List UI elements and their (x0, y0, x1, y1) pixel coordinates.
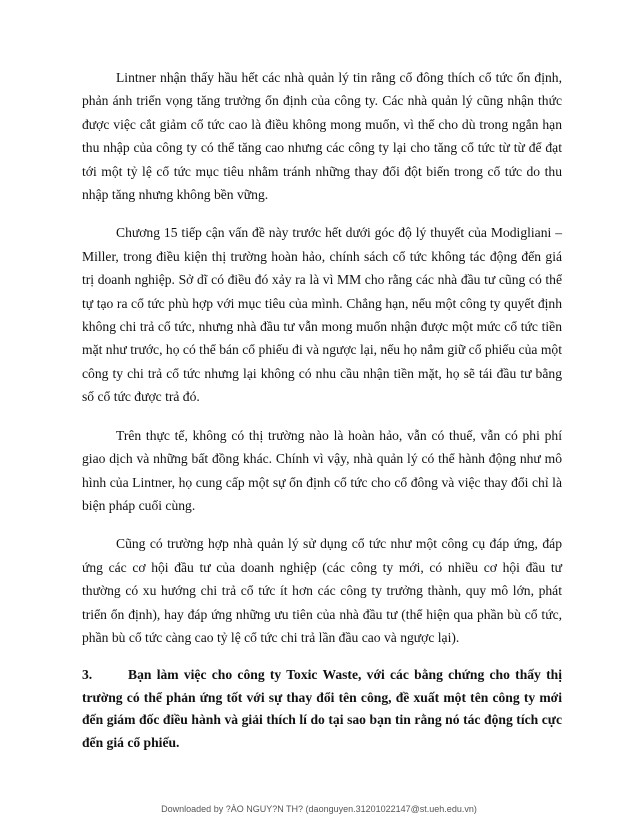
paragraph-dividend-tool: Cũng có trường hợp nhà quản lý sử dụng cổ tức như một công cụ đáp ứng, đáp ứng các cơ hội đầu tư của doanh nghiệp (các công ty mới, có nhiều cơ hội đầu tư thường có xu hướng chi trả cổ tức ít hơn các công ty trưởng thành, quy mô lớn, phát triển ổn định), hay đáp ứng những ưu tiên của nhà đầu tư (thể hiện qua phần bù cổ tức, phần bù cổ tức càng cao tỷ lệ cổ tức chi trả lần đầu cao và ngược lại). (82, 536, 562, 645)
document-body (82, 66, 562, 754)
download-footer: Downloaded by ?ÀO NGUY?N TH? (daonguyen.31201022147@st.ueh.edu.vn) (161, 804, 477, 814)
paragraph-chapter-15: Chương 15 tiếp cận vấn đề này trước hết dưới góc độ lý thuyết của Modigliani – Miller, trong điều kiện thị trường hoàn hảo, chính sách cổ tức không tác động đến giá trị doanh nghiệp. Sở dĩ có điều đó xảy ra là vì MM cho rằng các nhà đầu tư cũng có thể tự tạo ra cổ tức phù hợp với mục tiêu của mình. Chẳng hạn, nếu một công ty quyết định không chi trả cổ tức, nhưng nhà đầu tư vẫn mong muốn nhận được một mức cổ tức tiền mặt như trước, họ có thể bán cổ phiếu đi và ngược lại, nếu họ nắm giữ cổ phiếu của một công ty chi trả cổ tức nhưng lại không có nhu cầu nhận tiền mặt, họ sẽ tái đầu tư bằng số cổ tức được trả đó. (82, 225, 562, 405)
question-number: 3. (82, 667, 93, 683)
question-text: Bạn làm việc cho công ty Toxic Waste, với các bằng chứng cho thấy thị trường có thể phản ứng tốt với sự thay đổi tên công, đề xuất một tên công ty mới đến giám đốc điều hành và giải thích lí do tại sao bạn tin rằng nó tác động tích cực đến giá cổ phiếu. (82, 667, 562, 750)
paragraph-real-market: Trên thực tế, không có thị trường nào là hoàn hảo, vẫn có thuế, vẫn có phi phí giao dịch và những bất đồng khác. Chính vì vậy, nhà quản lý có thể hành động như mô hình của Lintner, họ cung cấp một sự ổn định cổ tức cho cổ đông và việc thay đổi chỉ là biện pháp cuối cùng. (82, 427, 562, 513)
question-3 (82, 664, 562, 754)
paragraph-lintner: Lintner nhận thấy hầu hết các nhà quản lý tin rằng cổ đông thích cổ tức ổn định, phản ánh triển vọng tăng trưởng ổn định của công ty. Các nhà quản lý cũng nhận thức được việc cắt giảm cổ tức cao là điều không mong muốn, vì thế cho dù trong ngắn hạn thu nhập của công ty có thể tăng cao nhưng các công ty lại cho tăng cổ tức từ từ để đạt tới một tỷ lệ cổ tức mục tiêu nhằm tránh những thay đổi đột biến trong cổ tức do thu nhập tăng nhưng không bền vững. (82, 70, 562, 203)
